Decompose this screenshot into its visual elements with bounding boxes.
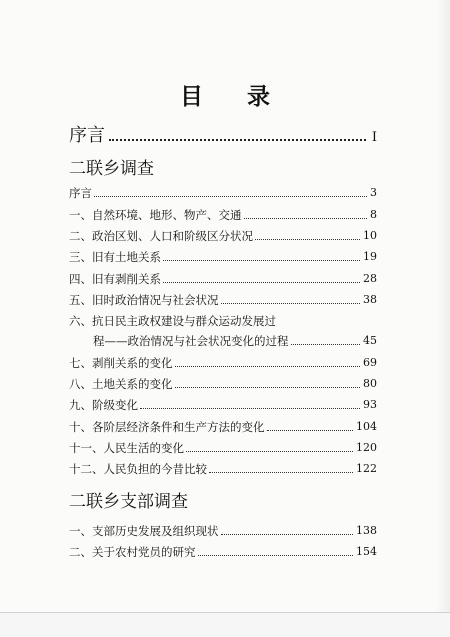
- dot-leader: [175, 387, 361, 388]
- dot-leader: [221, 534, 354, 535]
- toc-preface-label: 序言: [69, 125, 105, 146]
- section-heading: 二联乡支部调查: [69, 492, 188, 512]
- dot-leader: [209, 472, 353, 473]
- toc-entry: 二、政治区划、人口和阶级区分状况 10: [69, 229, 377, 243]
- toc-entry: 五、旧时政治情况与社会状况 38: [69, 293, 377, 307]
- toc-entry: 一、自然环境、地形、物产、交通 8: [69, 208, 377, 222]
- toc-entry-continuation: 程——政治情况与社会状况变化的过程 45: [93, 334, 377, 348]
- dot-leader: [109, 139, 366, 141]
- dot-leader: [244, 218, 368, 219]
- dot-leader: [94, 196, 367, 197]
- dot-leader: [255, 239, 360, 240]
- dot-leader: [175, 366, 361, 367]
- dot-leader: [291, 344, 361, 345]
- section-heading: 二联乡调查: [69, 159, 154, 179]
- dot-leader: [163, 260, 360, 261]
- toc-entry: 九、阶级变化 93: [69, 398, 377, 412]
- toc-entry: 序言 3: [69, 186, 377, 200]
- toc-preface-page: I: [371, 130, 377, 145]
- dot-leader: [186, 451, 353, 452]
- dot-leader: [198, 555, 354, 556]
- toc-entry: 八、土地关系的变化 80: [69, 377, 377, 391]
- toc-entry: 十二、人民负担的今昔比较 122: [69, 462, 377, 476]
- toc-entry: 一、支部历史发展及组织现状 138: [69, 524, 377, 538]
- toc-entry: 三、旧有土地关系 19: [69, 250, 377, 264]
- toc-entry: 十、各阶层经济条件和生产方法的变化 104: [69, 420, 377, 434]
- dot-leader: [221, 303, 361, 304]
- toc-preface-entry: [69, 121, 377, 146]
- toc-entry: 四、旧有剥削关系 28: [69, 272, 377, 286]
- toc-entry: 二、关于农村党员的研究 154: [69, 545, 377, 559]
- toc-entry: 六、抗日民主政权建设与群众运动发展过: [69, 314, 276, 328]
- toc-entry: 十一、人民生活的变化 120: [69, 441, 377, 455]
- page-title: 目 录: [179, 83, 288, 110]
- toc-entry: 七、剥削关系的变化 69: [69, 356, 377, 370]
- page-bottom-edge: [0, 612, 450, 637]
- dot-leader: [163, 282, 360, 283]
- dot-leader: [267, 430, 354, 431]
- dot-leader: [140, 408, 360, 409]
